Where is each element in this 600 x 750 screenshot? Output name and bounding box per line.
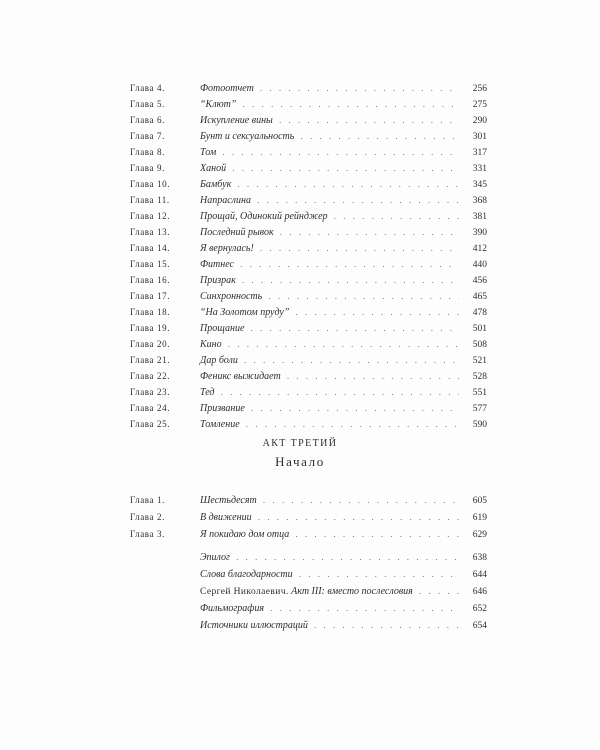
chapter-title: Фотоотчет <box>200 83 254 94</box>
toc-row <box>130 96 487 112</box>
toc-row <box>130 336 487 352</box>
leader-dots <box>236 550 459 566</box>
leader-dots <box>244 353 459 369</box>
leader-dots <box>258 510 459 526</box>
leader-dots <box>279 113 459 129</box>
chapter-title: Последний рывок <box>200 227 274 238</box>
page-number: 521 <box>472 356 487 366</box>
toc-row <box>130 352 487 368</box>
chapter-title: Тед <box>200 387 215 398</box>
page-number: 652 <box>472 604 487 614</box>
toc-row <box>130 160 487 176</box>
chapter-label: Глава 18. <box>130 307 171 317</box>
chapter-label: Глава 24. <box>130 403 171 413</box>
chapter-label: Глава 5. <box>130 99 165 109</box>
page-number: 590 <box>472 420 487 430</box>
chapter-label: Глава 11. <box>130 195 170 205</box>
toc-row <box>130 526 487 542</box>
chapter-title: Бунт и сексуальность <box>200 131 295 142</box>
chapter-label: Глава 23. <box>130 387 171 397</box>
chapter-title: Томление <box>200 419 240 430</box>
toc-row <box>130 509 487 525</box>
page-number: 301 <box>472 132 487 142</box>
chapter-title: Я покидаю дом отца <box>200 529 290 540</box>
toc-row <box>130 208 487 224</box>
toc-row <box>130 240 487 256</box>
leader-dots <box>220 385 459 401</box>
page-number: 345 <box>472 180 487 190</box>
leader-dots <box>260 241 459 257</box>
leader-dots <box>280 225 459 241</box>
chapter-label: Глава 15. <box>130 259 171 269</box>
toc-row <box>200 618 487 634</box>
chapter-label: Глава 1. <box>130 495 165 505</box>
leader-dots <box>268 289 459 305</box>
toc-row <box>130 80 487 96</box>
backmatter-title: Источники иллюстраций <box>200 620 308 631</box>
leader-dots <box>295 305 459 321</box>
toc-row <box>130 368 487 384</box>
chapter-label: Глава 6. <box>130 115 165 125</box>
toc-row <box>200 567 487 583</box>
chapter-title: Напраслина <box>200 195 251 206</box>
chapter-title: Искупление вины <box>200 115 273 126</box>
leader-dots <box>263 493 459 509</box>
page-number: 368 <box>472 196 487 206</box>
page-number: 501 <box>472 324 487 334</box>
page-number: 478 <box>472 308 487 318</box>
backmatter-title: Фильмография <box>200 603 264 614</box>
leader-dots <box>300 129 459 145</box>
toc-row <box>200 550 487 566</box>
toc-row <box>130 256 487 272</box>
chapter-label: Глава 2. <box>130 512 165 522</box>
chapter-label: Глава 10. <box>130 179 171 189</box>
leader-dots <box>251 401 459 417</box>
chapter-title: Прощай, Одинокий рейнджер <box>200 211 328 222</box>
leader-dots <box>228 337 459 353</box>
page-number: 256 <box>472 84 487 94</box>
chapter-title: В движении <box>200 512 252 523</box>
page-number: 290 <box>472 116 487 126</box>
leader-dots <box>299 567 459 583</box>
chapter-title: Кино <box>200 339 222 350</box>
page-number: 551 <box>472 388 487 398</box>
leader-dots <box>250 321 459 337</box>
toc-row <box>130 384 487 400</box>
act-label: АКТ ТРЕТИЙ <box>262 438 338 449</box>
toc-row <box>130 272 487 288</box>
page-number: 331 <box>472 164 487 174</box>
page-number: 440 <box>472 260 487 270</box>
page-number: 619 <box>472 513 487 523</box>
leader-dots <box>295 527 459 543</box>
chapter-title: Синхронность <box>200 291 263 302</box>
act-title: Начало <box>275 454 325 469</box>
chapter-title: Призвание <box>200 403 245 414</box>
chapter-title: Фитнес <box>200 259 234 270</box>
chapter-title: Я вернулась! <box>200 243 254 254</box>
chapter-title: “Клют” <box>200 99 237 110</box>
page-number: 381 <box>472 212 487 222</box>
leader-dots <box>419 584 459 600</box>
page-number: 317 <box>472 148 487 158</box>
toc-row <box>130 128 487 144</box>
chapter-label: Глава 7. <box>130 131 165 141</box>
leader-dots <box>257 193 459 209</box>
chapter-label: Глава 20. <box>130 339 171 349</box>
backmatter-title: Эпилог <box>200 552 230 563</box>
toc-row <box>200 601 487 617</box>
page-number: 275 <box>472 100 487 110</box>
toc-row <box>200 584 487 600</box>
chapter-title: Дар боли <box>200 355 238 366</box>
chapter-label: Глава 12. <box>130 211 171 221</box>
chapter-title: Том <box>200 147 217 158</box>
page-number: 528 <box>472 372 487 382</box>
page-number: 456 <box>472 276 487 286</box>
backmatter-title <box>200 584 413 600</box>
chapter-title: Призрак <box>200 275 236 286</box>
chapter-title: Ханой <box>200 163 227 174</box>
page-number: 646 <box>472 587 487 597</box>
chapter-title: Прощание <box>200 323 245 334</box>
chapter-label: Глава 4. <box>130 83 165 93</box>
page-number: 508 <box>472 340 487 350</box>
toc-row <box>130 400 487 416</box>
chapter-label: Глава 22. <box>130 371 171 381</box>
leader-dots <box>240 257 459 273</box>
page-number: 412 <box>472 244 487 254</box>
chapter-label: Глава 8. <box>130 147 165 157</box>
leader-dots <box>237 177 459 193</box>
toc-row <box>130 144 487 160</box>
toc-row <box>130 224 487 240</box>
toc-row <box>130 288 487 304</box>
chapter-title: Бамбук <box>200 179 232 190</box>
chapter-label: Глава 17. <box>130 291 171 301</box>
toc-row <box>130 416 487 432</box>
chapter-label: Глава 16. <box>130 275 171 285</box>
page-number: 390 <box>472 228 487 238</box>
toc-row <box>130 304 487 320</box>
page-number: 465 <box>472 292 487 302</box>
afterword-title: Акт III: вместо послесловия <box>288 586 413 597</box>
chapter-label: Глава 9. <box>130 163 165 173</box>
chapter-label: Глава 13. <box>130 227 171 237</box>
chapter-label: Глава 19. <box>130 323 171 333</box>
leader-dots <box>270 601 459 617</box>
afterword-author: Сергей Николаевич. <box>200 587 289 597</box>
chapter-title: Шестьдесят <box>200 495 257 506</box>
leader-dots <box>314 618 459 634</box>
page-number: 629 <box>472 530 487 540</box>
chapter-label: Глава 21. <box>130 355 171 365</box>
chapter-label: Глава 3. <box>130 529 165 539</box>
page-number: 638 <box>472 553 487 563</box>
leader-dots <box>232 161 459 177</box>
leader-dots <box>246 417 459 433</box>
leader-dots <box>222 145 459 161</box>
chapter-title: “На Золотом пруду” <box>200 307 290 318</box>
toc-row <box>130 192 487 208</box>
page-number: 577 <box>472 404 487 414</box>
page-number: 605 <box>472 496 487 506</box>
backmatter-title: Слова благодарности <box>200 569 293 580</box>
toc-row <box>130 492 487 508</box>
leader-dots <box>334 209 459 225</box>
chapter-label: Глава 14. <box>130 243 171 253</box>
page-number: 654 <box>472 621 487 631</box>
chapter-title: Феникс выжидает <box>200 371 281 382</box>
toc-row <box>130 320 487 336</box>
leader-dots <box>260 81 459 97</box>
leader-dots <box>242 97 459 113</box>
leader-dots <box>242 273 459 289</box>
toc-row <box>130 176 487 192</box>
toc-row <box>130 112 487 128</box>
chapter-label: Глава 25. <box>130 419 171 429</box>
leader-dots <box>287 369 459 385</box>
page-number: 644 <box>472 570 487 580</box>
